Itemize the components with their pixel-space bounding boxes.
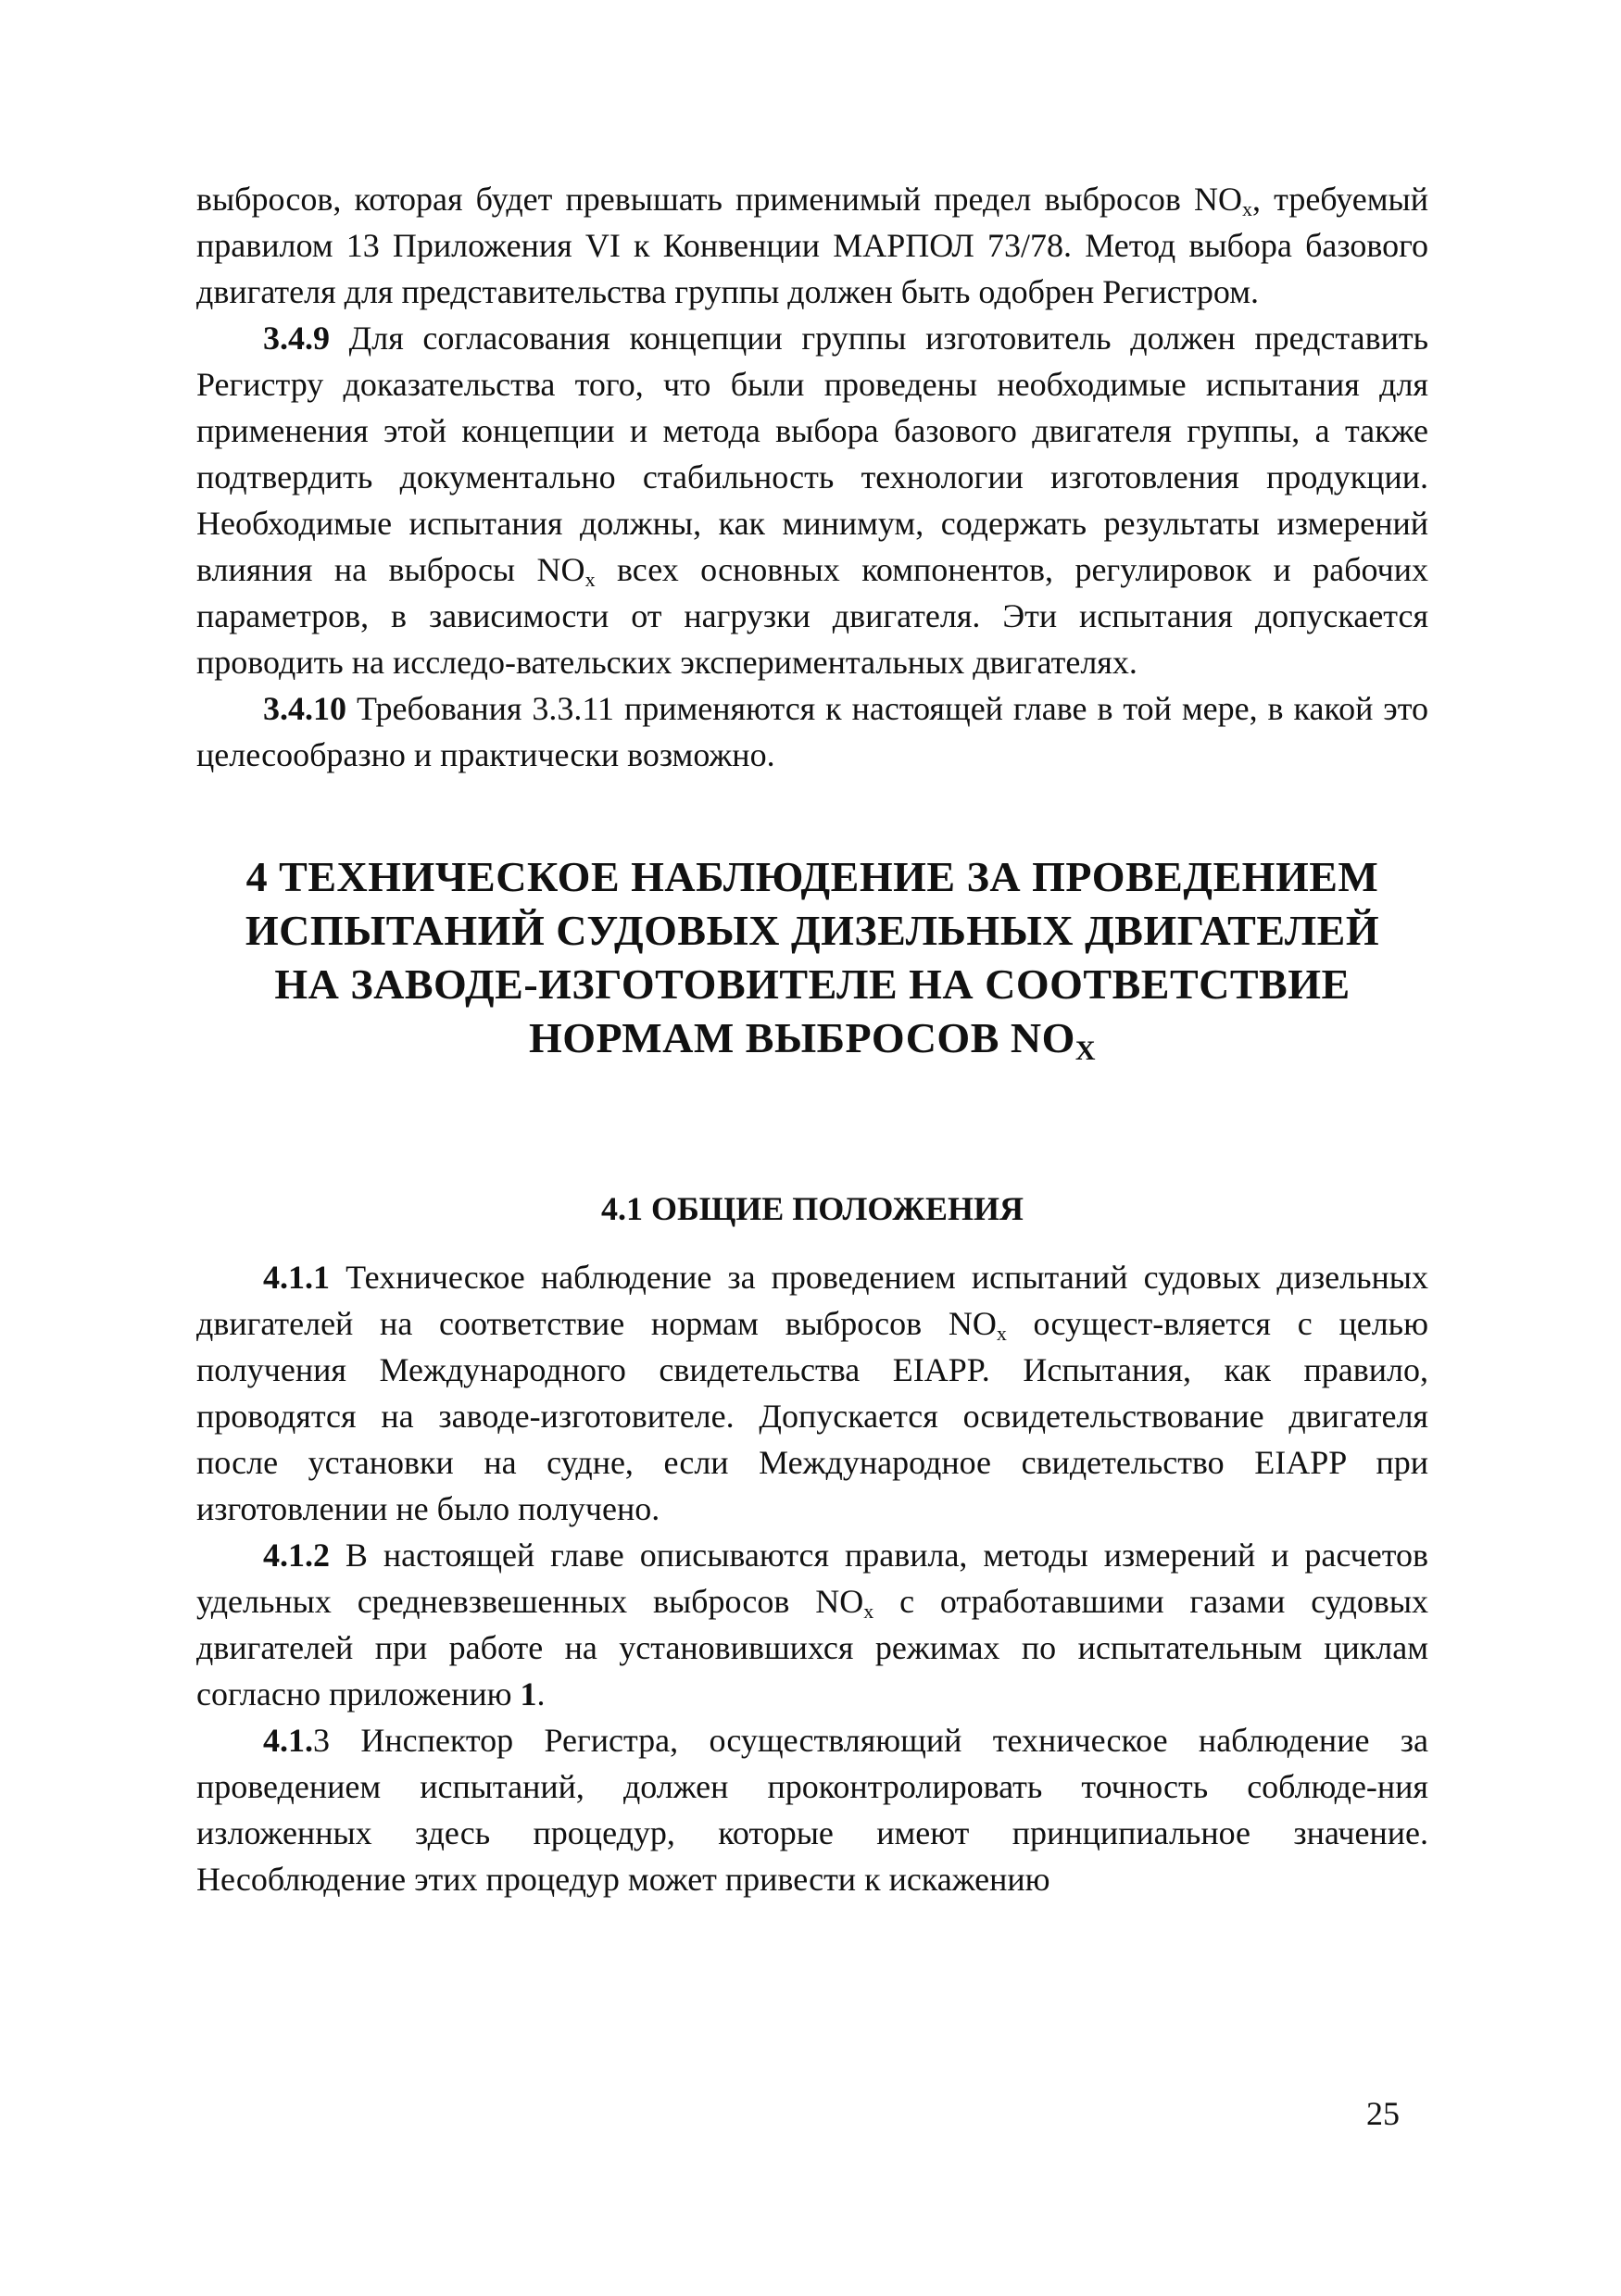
- chapter-heading: [196, 850, 1428, 1065]
- clause-number-plain: 3: [313, 1722, 330, 1759]
- subscript-x: x: [584, 568, 596, 591]
- clause-number: 4.1.: [263, 1722, 313, 1759]
- paragraph-text: Инспектор Регистра, осуществляющий техническое наблюдение за проведением испытаний, должен проконтролировать точность соблюде-ния изложенных здесь процедур, которые имеют принципиальное значение. Несоблюдение этих процедур может привести к искажению: [196, 1722, 1428, 1898]
- paragraph-text: с отработавшими газами судовых двигателей при работе на установившихся режимах по испытательным циклам согласно приложению: [196, 1583, 1428, 1713]
- chapter-heading-line: [196, 1011, 1428, 1065]
- paragraph-text: Техническое наблюдение за проведением испытаний судовых дизельных двигателей на соответствие нормам выбросов NO: [196, 1259, 1428, 1342]
- subscript-x: X: [1074, 1035, 1097, 1066]
- chapter-heading-line: ИСПЫТАНИЙ СУДОВЫХ ДИЗЕЛЬНЫХ ДВИГАТЕЛЕЙ: [245, 907, 1380, 954]
- paragraph-3-4-10: [196, 685, 1428, 778]
- subscript-x: x: [863, 1600, 874, 1623]
- paragraph-4-1-1: [196, 1254, 1428, 1532]
- clause-number: 4.1.2: [263, 1537, 330, 1574]
- paragraph-text: осущест-вляется с целью получения Международного свидетельства EIAPP. Испытания, как правило, проводятся на заводе-изготовителе. Допускается освидетельствование двигателя после установки на судне, если Международное свидетельство EIAPP при изготовлении не было получено.: [196, 1305, 1428, 1527]
- subscript-x: x: [1242, 197, 1252, 220]
- clause-number: 4.1.1: [263, 1259, 330, 1296]
- chapter-heading-text: НОРМАМ ВЫБРОСОВ NO: [528, 1014, 1075, 1061]
- paragraph-continuation: [196, 176, 1428, 315]
- clause-number: 3.4.9: [263, 320, 330, 357]
- paragraph-3-4-9: [196, 315, 1428, 685]
- page-number: 25: [1366, 2095, 1400, 2132]
- paragraph-4-1-2: [196, 1532, 1428, 1717]
- paragraph-text: В настоящей главе описываются правила, методы измерений и расчетов удельных средневзвешенных выбросов NO: [196, 1537, 1428, 1620]
- paragraph-text: Требования 3.3.11 применяются к настоящей главе в той мере, в какой это целесообразно и практически возможно.: [196, 690, 1428, 773]
- section-heading: 4.1 ОБЩИЕ ПОЛОЖЕНИЯ: [600, 1190, 1024, 1227]
- subscript-x: x: [996, 1322, 1007, 1345]
- paragraph-text: , требуемый правилом 13 Приложения VI к Конвенции МАРПОЛ 73/78. Метод выбора базового двигателя для представительства группы должен быть одобрен Регистром.: [196, 181, 1428, 310]
- paragraph-text: .: [536, 1675, 546, 1713]
- appendix-number: 1: [520, 1675, 537, 1713]
- paragraph-text: выбросов, которая будет превышать применимый предел выбросов NO: [196, 181, 1242, 218]
- chapter-heading-line: НА ЗАВОДЕ-ИЗГОТОВИТЕЛЕ НА СООТВЕТСТВИЕ: [274, 960, 1351, 1008]
- paragraph-text: Для согласования концепции группы изготовитель должен представить Регистру доказательства того, что были проведены необходимые испытания для применения этой концепции и метода выбора базового двигателя группы, а также подтвердить документально стабильность технологии изготовления продукции. Необходимые испытания должны, как минимум, содержать результаты измерений влияния на выбросы NO: [196, 320, 1428, 588]
- clause-number: 3.4.10: [263, 690, 346, 727]
- paragraph-text: всех основных компонентов, регулировок и рабочих параметров, в зависимости от нагрузки двигателя. Эти испытания допускается проводить на исследо-вательских экспериментальных двигателях.: [196, 551, 1428, 681]
- chapter-heading-line: 4 ТЕХНИЧЕСКОЕ НАБЛЮДЕНИЕ ЗА ПРОВЕДЕНИЕМ: [245, 853, 1379, 900]
- paragraph-4-1-3: [196, 1717, 1428, 1902]
- document-page: [196, 176, 1428, 1902]
